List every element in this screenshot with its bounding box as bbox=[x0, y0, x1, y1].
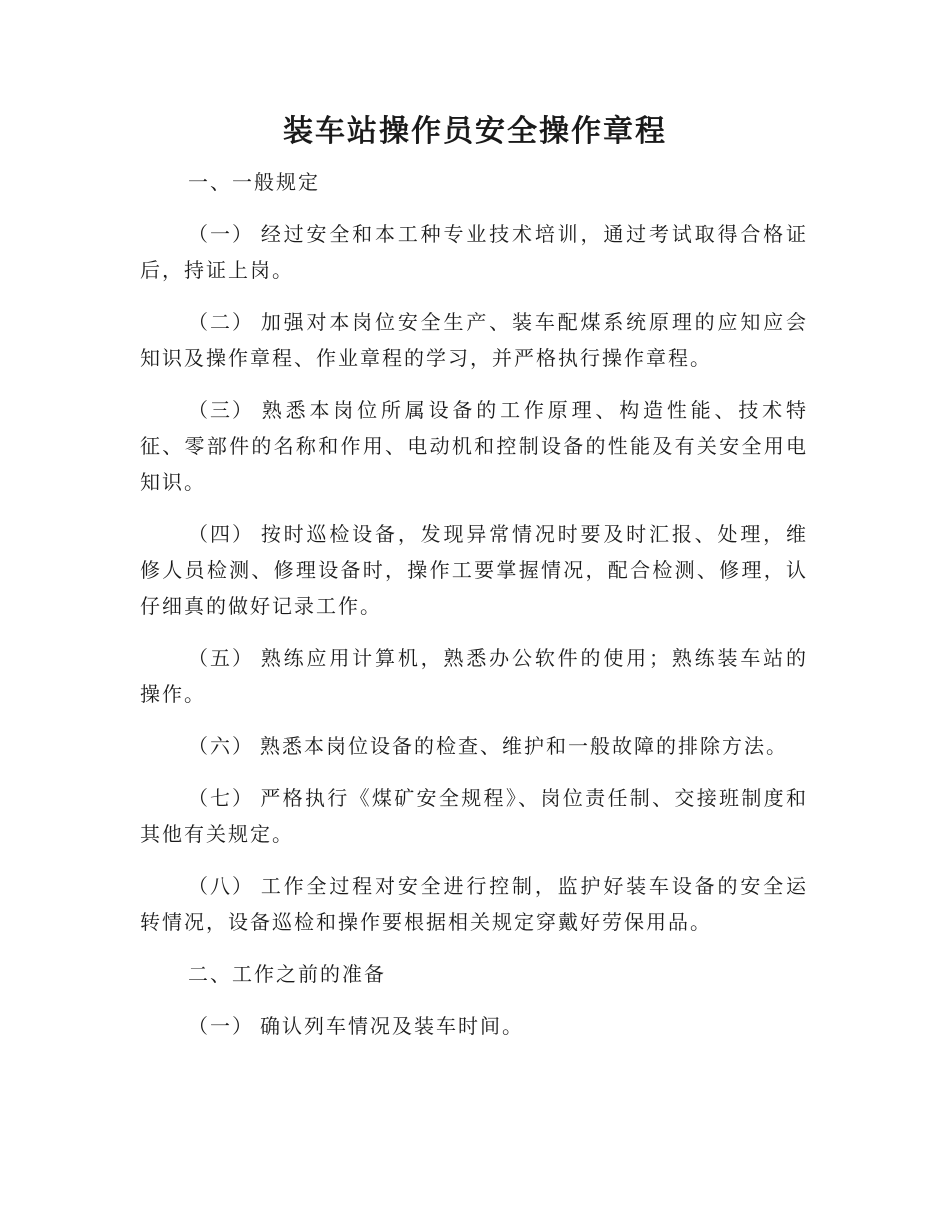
list-item bbox=[140, 392, 808, 500]
list-item bbox=[140, 728, 808, 764]
item-marker: （五） bbox=[188, 646, 254, 670]
item-text: 加强对本岗位安全生产、装车配煤系统原理的应知应会知识及操作章程、作业章程的学习，并严格执行操作章程。 bbox=[140, 310, 808, 370]
item-text: 经过安全和本工种专业技术培训，通过考试取得合格证后，持证上岗。 bbox=[140, 222, 808, 282]
item-text: 熟悉本岗位所属设备的工作原理、构造性能、技术特征、零部件的名称和作用、电动机和控制设备的性能及有关安全用电知识。 bbox=[140, 398, 808, 494]
item-marker: （六） bbox=[188, 734, 254, 758]
document-body bbox=[140, 164, 808, 1060]
list-item bbox=[140, 516, 808, 624]
item-text: 熟悉本岗位设备的检查、维护和一般故障的排除方法。 bbox=[260, 734, 788, 758]
item-marker: （一） bbox=[188, 222, 254, 246]
item-text: 熟练应用计算机，熟悉办公软件的使用；熟练装车站的操作。 bbox=[140, 646, 808, 706]
item-text: 按时巡检设备，发现异常情况时要及时汇报、处理，维修人员检测、修理设备时，操作工要掌握情况，配合检测、修理，认仔细真的做好记录工作。 bbox=[140, 522, 808, 618]
list-item bbox=[140, 868, 808, 940]
section-heading-preparation: 二、工作之前的准备 bbox=[188, 962, 386, 986]
item-text: 工作全过程对安全进行控制，监护好装车设备的安全运转情况，设备巡检和操作要根据相关规定穿戴好劳保用品。 bbox=[140, 874, 808, 934]
item-marker: （七） bbox=[188, 786, 254, 810]
list-item bbox=[140, 640, 808, 712]
list-item bbox=[140, 304, 808, 376]
item-marker: （一） bbox=[188, 1014, 254, 1038]
section-heading-general-rules: 一、一般规定 bbox=[188, 170, 320, 194]
item-marker: （二） bbox=[188, 310, 254, 334]
list-item bbox=[140, 216, 808, 288]
item-marker: （八） bbox=[188, 874, 254, 898]
item-text: 确认列车情况及装车时间。 bbox=[260, 1014, 524, 1038]
item-marker: （三） bbox=[188, 398, 254, 422]
item-marker: （四） bbox=[188, 522, 254, 546]
list-item bbox=[140, 780, 808, 852]
list-item bbox=[140, 1008, 808, 1044]
document-title: 装车站操作员安全操作章程 bbox=[283, 114, 667, 149]
item-text: 严格执行《煤矿安全规程》、岗位责任制、交接班制度和其他有关规定。 bbox=[140, 786, 808, 846]
